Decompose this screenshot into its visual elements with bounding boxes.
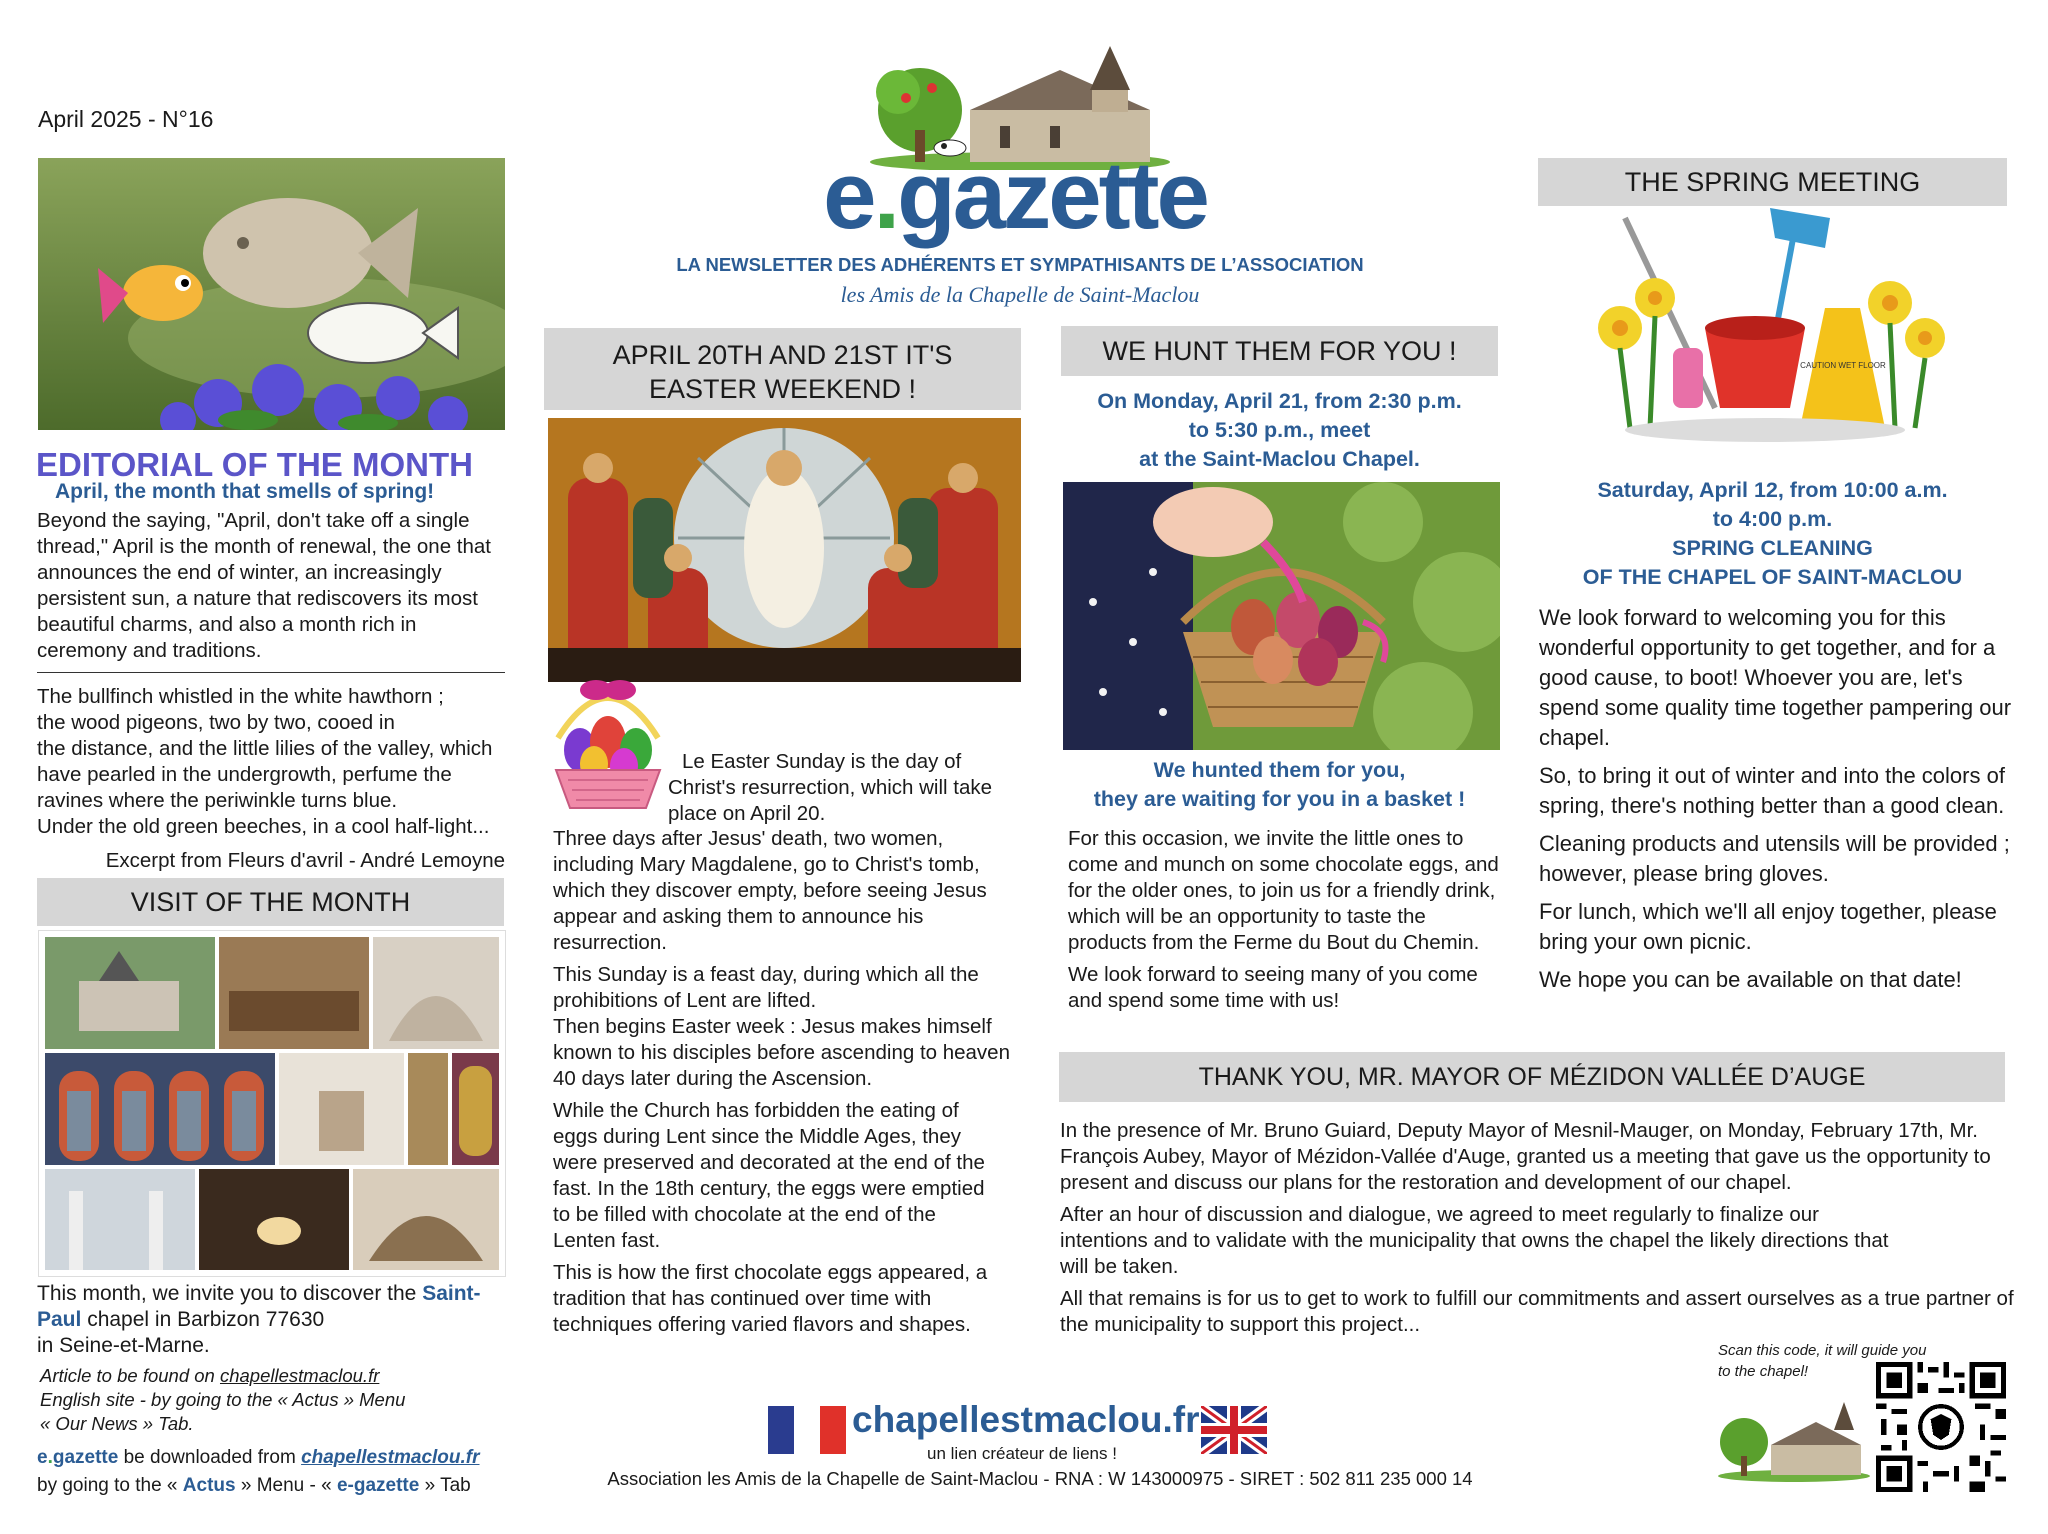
easter-title-line2: EASTER WEEKEND ! [648,374,917,404]
hunt-when-line3: at the Saint-Maclou Chapel. [1139,447,1420,471]
hunt-when-line2: to 5:30 p.m., meet [1188,418,1371,442]
easter-p1: Three days after Jesus' death, two women, including Mary Magdalene, go to Christ's tomb, which they discover empty, before seeing Jesus appear and asking them to announce his resurrection. [553,827,987,954]
hunt-when [1061,387,1498,474]
editorial-subtitle: April, the month that smells of spring! [55,480,435,503]
egazette-logo [815,142,1215,249]
poem-excerpt-credit: Excerpt from Fleurs d'avril - André Lemoyne [105,849,505,872]
chapel-photo-collage [38,930,506,1277]
article-note-a: Article to be found on [40,1365,220,1386]
footer-legal: Association les Amis de la Chapelle de Saint-Maclou - RNA : W 143000975 - SIRET : 502 811 235 000 14 [607,1468,1473,1489]
easter-basket-image [548,668,668,818]
mayor-p3: All that remains is for us to get to work to fulfill our commitments and assert ourselves as a true partner of the municipality to support this project... [1060,1287,2014,1336]
masthead [640,40,1400,310]
download-d: » Tab [419,1475,471,1496]
easter-title-line1: APRIL 20TH AND 21ST IT'S [612,340,953,370]
easter-p4: This is how the first chocolate eggs appeared, a tradition that has continued over time with techniques offering varied flavors and shapes. [553,1261,988,1336]
spring-when-line3: SPRING CLEANING [1672,536,1873,560]
editorial-title: EDITORIAL OF THE MONTH [36,446,473,483]
fish-flowers-image [38,158,505,430]
easter-intro: Le Easter Sunday is the day of Christ's resurrection, which will take place on April 20. [668,750,993,825]
hunt-title: WE HUNT THEM FOR YOU ! [1061,326,1498,376]
editorial-body: Beyond the saying, "April, don't take off a single thread," April is the month of renewal, the one that announces the end of winter, an increasingly persistent sun, a nature that rediscovers its most beautiful charms, and also a month rich in ceremony and traditions. [37,509,491,662]
poem-line: Under the old green beeches, in a cool half-light... [37,815,490,838]
mayor-p2: After an hour of discussion and dialogue, we agreed to meet regularly to finalize our intentions and to validate with the municipality that owns the chapel the likely directions that will be taken. [1060,1203,1889,1278]
download-c: » Menu - « [235,1475,337,1496]
article-note [40,1364,510,1436]
hunt-caption-line1: We hunted them for you, [1153,758,1406,782]
qr-code[interactable] [1876,1362,2006,1492]
logo-dot: . [873,142,898,249]
download-a: be downloaded from [118,1447,302,1468]
spring-title: THE SPRING MEETING [1538,158,2007,206]
hunt-caption [1061,756,1498,814]
spring-p4: For lunch, which we'll all enjoy together, please bring your own picnic. [1539,899,1997,954]
hunt-p1: For this occasion, we invite the little ones to come and munch on some chocolate eggs, and for the older ones, to join us for a friendly drink, which will be an opportunity to taste the products from the Ferme du Bout du Chemin. [1068,827,1499,954]
spring-when-line1: Saturday, April 12, from 10:00 a.m. [1597,478,1948,502]
chapellestmaclou-link[interactable]: chapellestmaclou.fr [219,1365,380,1386]
easter-p3: While the Church has forbidden the eating of eggs during Lent since the Middle Ages, they were preserved and decorated at the end of the fast. In the 18th century, the eggs were emptied to be filled with chocolate at the end of the Lenten fast. [553,1099,985,1252]
visit-intro-b: chapel in Barbizon 77630 [81,1308,325,1331]
download-link[interactable]: chapellestmaclou.fr [301,1447,480,1468]
editorial-poem [37,684,511,840]
visit-title: VISIT OF THE MONTH [37,878,504,926]
qr-caption-line1: Scan this code, it will guide you [1718,1342,1927,1359]
footer-website[interactable]: chapellestmaclou.fr [852,1399,1200,1440]
editorial-divider [37,672,505,673]
actus-menu-link[interactable]: Actus [182,1475,236,1496]
easter-title [544,328,1021,410]
easter-p2b: Then begins Easter week : Jesus makes himself known to his disciples before ascending to heaven 40 days later during the Ascension. [553,1015,1010,1090]
logo-e: e [823,142,874,249]
spring-cleaning-illustration [1585,208,1960,448]
download-b: by going to the « [37,1475,183,1496]
chapel-small-illustration [1716,1400,1872,1482]
mayor-title: THANK YOU, MR. MAYOR OF MÉZIDON VALLÉE D’AUGE [1059,1052,2005,1102]
hunt-body [1068,826,1508,1020]
caution-sign-text: CAUTION WET FLOOR [1800,361,1886,370]
masthead-subtitle: LA NEWSLETTER DES ADHÉRENTS ET SYMPATHISANTS DE L’ASSOCIATION [676,254,1364,275]
article-note-c: « Our News » Tab. [40,1413,194,1434]
footer-tagline: un lien créateur de liens ! [927,1444,1117,1463]
mayor-body [1060,1118,2018,1344]
egg-basket-photo [1063,482,1500,750]
visit-intro-a: This month, we invite you to discover the [37,1282,423,1305]
saint-paul-link[interactable]: Saint-Paul [37,1282,481,1331]
visit-intro [37,1281,507,1359]
hunt-caption-line2: they are waiting for you in a basket ! [1093,787,1466,811]
french-flag-icon [768,1406,846,1454]
spring-p1: We look forward to welcoming you for this wonderful opportunity to get together, and for a good cause, to boot! Whoever you are, let's spend some quality time together pampering our chapel. [1539,605,2012,750]
association-name: les Amis de la Chapelle de Saint-Maclou [840,282,1200,307]
hunt-p2: We look forward to seeing many of you come and spend some time with us! [1068,963,1478,1012]
spring-when [1538,476,2007,592]
spring-body [1539,603,2019,1003]
visit-intro-c: in Seine-et-Marne. [37,1334,210,1357]
egazette-tab-link[interactable]: e-gazette [336,1475,420,1496]
qr-caption-line2: to the chapel! [1718,1363,1809,1380]
spring-when-line4: OF THE CHAPEL OF SAINT-MACLOU [1582,565,1963,589]
spring-p5: We hope you can be available on that date! [1539,967,1962,992]
spring-p2: So, to bring it out of winter and into the colors of spring, there's nothing better than a good clean. [1539,763,2005,818]
issue-number: April 2025 - N°16 [38,106,214,132]
mayor-p1: In the presence of Mr. Bruno Guiard, Deputy Mayor of Mesnil-Mauger, on Monday, February 17th, Mr. François Aubey, Mayor of Mézidon-Vallée d'Auge, granted us a meeting that gave us the opportunity to present and discuss our plans for the restoration and development of our chapel. [1060,1119,1991,1194]
spring-when-line2: to 4:00 p.m. [1712,507,1833,531]
logo-gazette: gazette [897,142,1207,249]
poem-line: the wood pigeons, two by two, cooed in [37,711,395,734]
spring-p3: Cleaning products and utensils will be provided ; however, please bring gloves. [1539,831,2010,886]
uk-flag-icon [1201,1406,1267,1454]
resurrection-icon-image [548,418,1021,682]
poem-line: The bullfinch whistled in the white hawthorn ; [37,685,444,708]
easter-body [553,826,1023,1344]
download-note [37,1444,517,1500]
hunt-when-line1: On Monday, April 21, from 2:30 p.m. [1097,389,1462,413]
egazette-mini-logo: e.gazette [37,1447,119,1468]
article-note-b: English site - by going to the « Actus » Menu [40,1389,406,1410]
easter-p2a: This Sunday is a feast day, during which all the prohibitions of Lent are lifted. [553,963,979,1012]
poem-line: the distance, and the little lilies of the valley, which have pearled in the undergrowth, perfume the ravines where the periwinkle turns blue. [37,737,493,812]
